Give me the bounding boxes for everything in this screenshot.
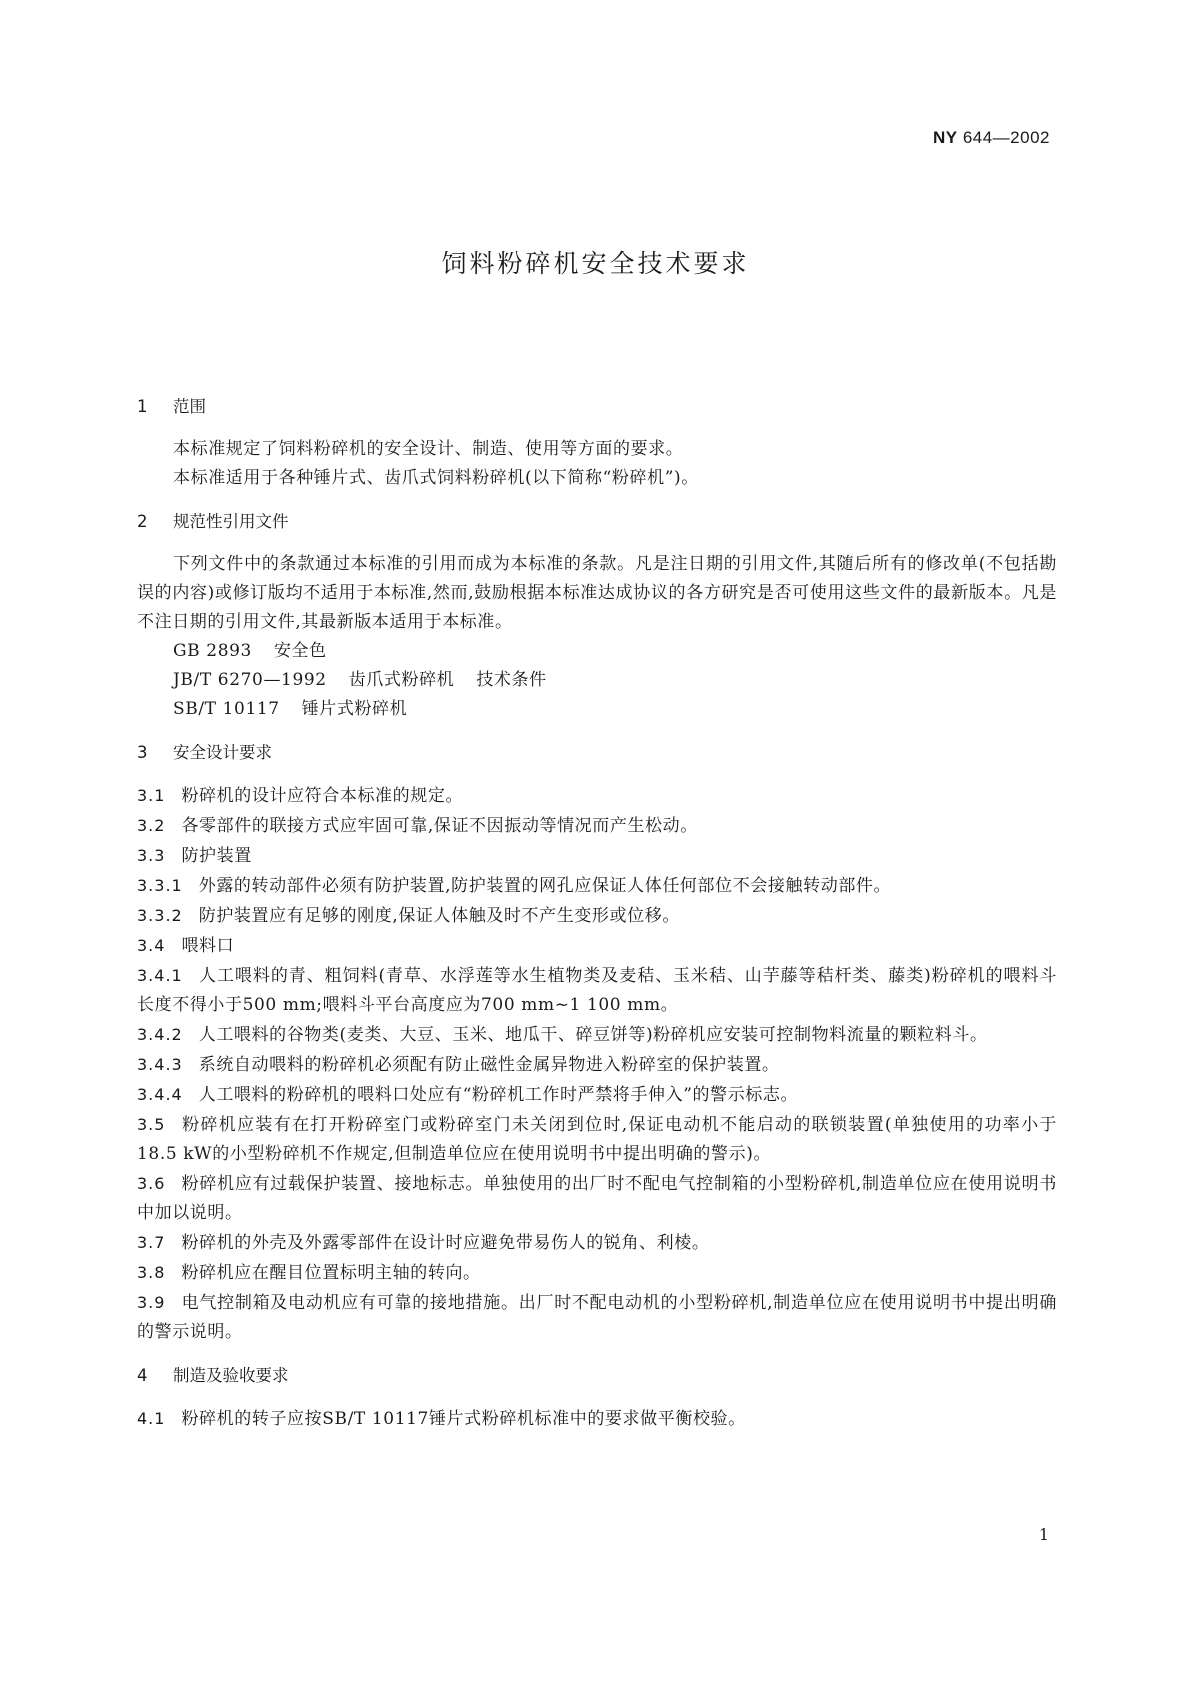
reference-item <box>137 637 1057 666</box>
reference-code: JB/T 6270—1992 <box>173 670 327 690</box>
clause-number: 3.3 <box>137 846 166 865</box>
clause-number: 4.1 <box>137 1409 166 1428</box>
reference-name: 齿爪式粉碎机 <box>348 670 455 690</box>
clause-item <box>137 811 1057 841</box>
clause-text: 粉碎机的转子应按SB/T 10117锤片式粉碎机标准中的要求做平衡校验。 <box>181 1409 746 1429</box>
clause-number: 3.6 <box>137 1174 166 1193</box>
clause-text: 喂料口 <box>181 936 235 956</box>
standard-prefix: NY <box>932 128 958 147</box>
clause-item <box>137 1020 1057 1050</box>
section-heading-4 <box>137 1361 1057 1390</box>
clause-item <box>137 1288 1057 1347</box>
section-heading-3 <box>137 738 1057 767</box>
clause-item <box>137 961 1057 1020</box>
reference-name: 锤片式粉碎机 <box>301 699 408 719</box>
clause-item <box>137 1404 1057 1434</box>
standard-code <box>933 128 1050 148</box>
section-title: 安全设计要求 <box>173 743 272 762</box>
clause-number: 3.1 <box>137 786 166 805</box>
section-number: 4 <box>137 1366 148 1385</box>
section-number: 1 <box>137 397 148 416</box>
clause-number: 3.3.1 <box>137 876 183 895</box>
section-heading-1 <box>137 392 1057 421</box>
clause-text: 人工喂料的谷物类(麦类、大豆、玉米、地瓜干、碎豆饼等)粉碎机应安装可控制物料流量的颗粒料斗。 <box>198 1025 988 1045</box>
clause-item <box>137 841 1057 871</box>
clause-text: 人工喂料的粉碎机的喂料口处应有“粉碎机工作时严禁将手伸入”的警示标志。 <box>198 1085 799 1105</box>
clause-item <box>137 1080 1057 1110</box>
reference-name-part2: 技术条件 <box>476 670 547 690</box>
clause-text: 系统自动喂料的粉碎机必须配有防止磁性金属异物进入粉碎室的保护装置。 <box>198 1055 780 1075</box>
clause-item <box>137 931 1057 961</box>
clause-text: 粉碎机应在醒目位置标明主轴的转向。 <box>181 1263 481 1283</box>
clause-text: 粉碎机应有过载保护装置、接地标志。单独使用的出厂时不配电气控制箱的小型粉碎机,制造单位应在使用说明书中加以说明。 <box>137 1174 1057 1223</box>
clause-text: 外露的转动部件必须有防护装置,防护装置的网孔应保证人体任何部位不会接触转动部件。 <box>198 876 892 896</box>
reference-code: SB/T 10117 <box>173 699 280 719</box>
standard-number: 644—2002 <box>962 128 1050 147</box>
clause-text: 各零部件的联接方式应牢固可靠,保证不因振动等情况而产生松动。 <box>181 816 698 836</box>
clause-number: 3.2 <box>137 816 166 835</box>
clause-item <box>137 1110 1057 1169</box>
section-number: 3 <box>137 743 148 762</box>
clause-number: 3.8 <box>137 1263 166 1282</box>
clause-text: 粉碎机应装有在打开粉碎室门或粉碎室门未关闭到位时,保证电动机不能启动的联锁装置(单独使用的功率小于18.5 kW的小型粉碎机不作规定,但制造单位应在使用说明书中提出明确的警示)。 <box>137 1115 1057 1164</box>
section-heading-2 <box>137 507 1057 536</box>
clause-text: 人工喂料的青、粗饲料(青草、水浮莲等水生植物类及麦秸、玉米秸、山芋藤等秸杆类、藤类)粉碎机的喂料斗长度不得小于500 mm;喂料斗平台高度应为700 mm~1 100 mm。 <box>137 966 1057 1015</box>
document-body <box>137 392 1057 1434</box>
clause-number: 3.9 <box>137 1293 166 1312</box>
clause-text: 粉碎机的设计应符合本标准的规定。 <box>181 786 464 806</box>
reference-name: 安全色 <box>273 641 327 661</box>
clause-text: 电气控制箱及电动机应有可靠的接地措施。出厂时不配电动机的小型粉碎机,制造单位应在使用说明书中提出明确的警示说明。 <box>137 1293 1057 1342</box>
clause-number: 3.4 <box>137 936 166 955</box>
paragraph: 下列文件中的条款通过本标准的引用而成为本标准的条款。凡是注日期的引用文件,其随后所有的修改单(不包括勘误的内容)或修订版均不适用于本标准,然而,鼓励根据本标准达成协议的各方研究是否可使用这些文件的最新版本。凡是不注日期的引用文件,其最新版本适用于本标准。 <box>137 554 1057 632</box>
section-title: 制造及验收要求 <box>173 1366 289 1385</box>
reference-item <box>137 666 1057 695</box>
paragraph: 本标准适用于各种锤片式、齿爪式饲料粉碎机(以下简称“粉碎机”)。 <box>173 468 699 488</box>
clause-number: 3.5 <box>137 1115 166 1134</box>
clause-item <box>137 871 1057 901</box>
clause-item <box>137 1169 1057 1228</box>
clause-number: 3.4.4 <box>137 1085 183 1104</box>
clause-number: 3.4.1 <box>137 966 183 985</box>
clause-item <box>137 1228 1057 1258</box>
clause-item <box>137 1258 1057 1288</box>
page-number: 1 <box>1038 1525 1049 1544</box>
clause-item <box>137 781 1057 811</box>
clause-number: 3.3.2 <box>137 906 183 925</box>
clause-number: 3.7 <box>137 1233 166 1252</box>
clause-text: 防护装置 <box>181 846 252 866</box>
clause-number: 3.4.2 <box>137 1025 183 1044</box>
clause-text: 粉碎机的外壳及外露零部件在设计时应避免带易伤人的锐角、利棱。 <box>181 1233 710 1253</box>
clause-number: 3.4.3 <box>137 1055 183 1074</box>
reference-code: GB 2893 <box>173 641 252 661</box>
section-title: 范围 <box>173 397 206 416</box>
paragraph: 本标准规定了饲料粉碎机的安全设计、制造、使用等方面的要求。 <box>173 439 684 459</box>
document-title: 饲料粉碎机安全技术要求 <box>441 249 750 278</box>
section-title: 规范性引用文件 <box>173 512 289 531</box>
clause-item <box>137 901 1057 931</box>
section-number: 2 <box>137 512 148 531</box>
clause-text: 防护装置应有足够的刚度,保证人体触及时不产生变形或位移。 <box>198 906 680 926</box>
reference-item <box>137 695 1057 724</box>
clause-item <box>137 1050 1057 1080</box>
